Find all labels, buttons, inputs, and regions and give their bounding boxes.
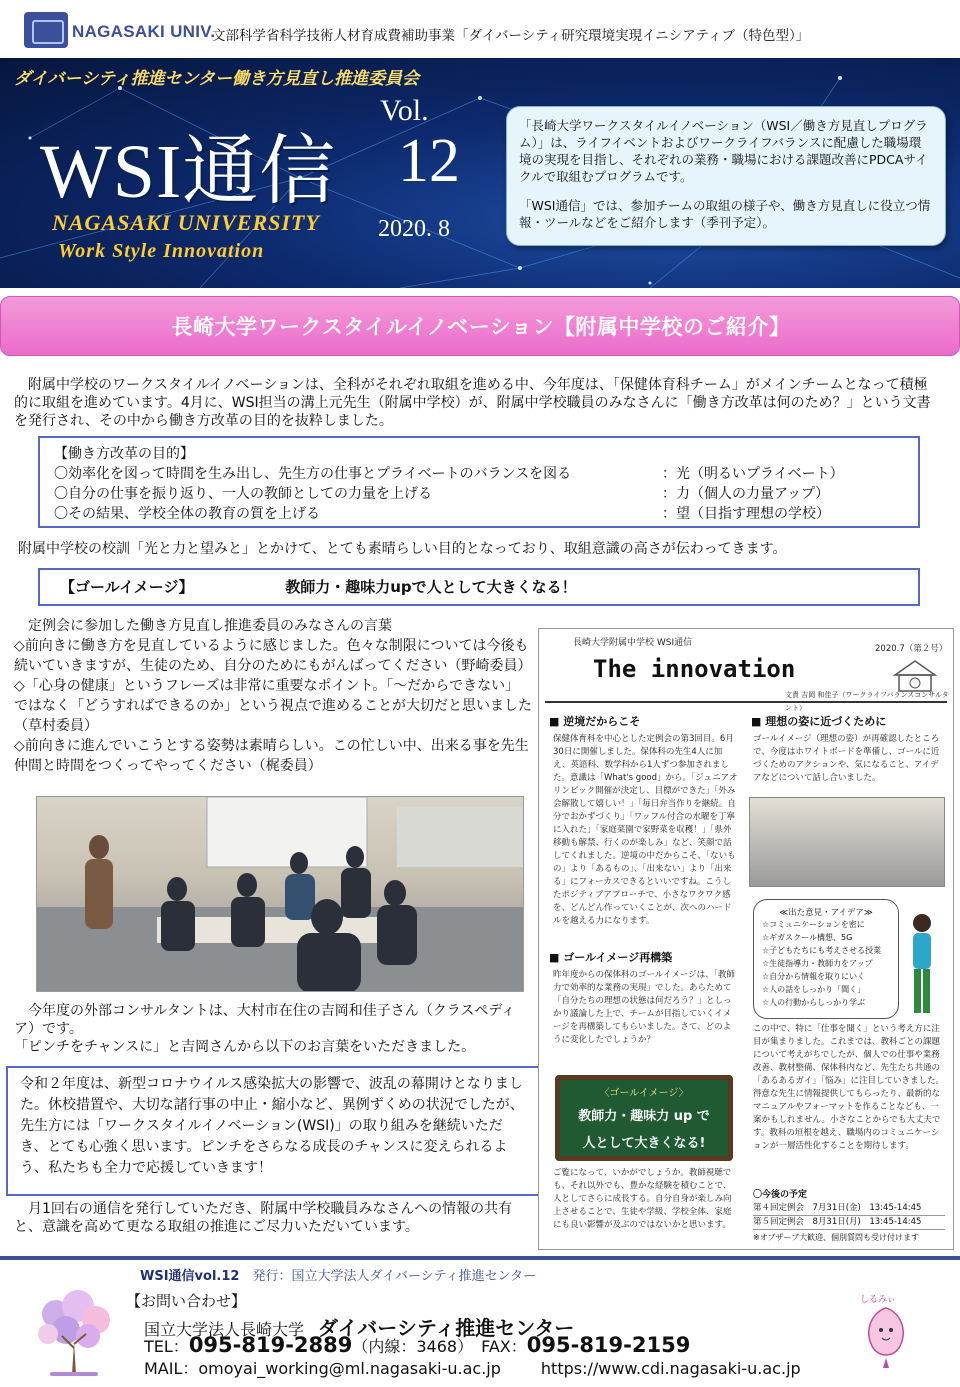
school-newsletter-image <box>538 628 954 1250</box>
university-logo <box>24 12 68 48</box>
idea-item: ☆コミュニケーションを密に <box>762 920 865 929</box>
newsletter-header: 長崎大学附属中学校 WSI通信 <box>573 638 693 648</box>
comment-item: ◇前向きに進んでいこうとする姿勢は素晴らしい。この忙しい中、出来る事を先生仲間と時間をつくってやってください（梶委員） <box>14 738 529 774</box>
newsletter-photo <box>749 797 945 887</box>
contact-mail-line <box>144 1356 801 1379</box>
newsletter-section-text: ゴールイメージ（理想の姿）が再確認したところで、今度はホワイトボードを準備し、ゴールに近づくためのアクションや、気になること、アイデアなどについて話し合いました。 <box>753 734 940 783</box>
newsletter-date: 2020.7（第２号） <box>875 644 948 654</box>
university-name: NAGASAKI UNIV. <box>72 22 216 41</box>
consultant-line: 今年度の外部コンサルタントは、大村市在住の吉岡和佳子さん（クラスペディア）です。 <box>14 1003 516 1037</box>
goal-text: 〇自分の仕事を振り返り、一人の教師としての力量を上げる <box>54 486 432 502</box>
goal-text: 〇効率化を図って時間を生み出し、先生方の仕事とプライベートのバランスを図る <box>54 466 572 482</box>
idea-item: ☆子どもたちにも考えさせる授業 <box>762 946 882 955</box>
idea-item: ☆生徒指導力・教師力をアップ <box>762 959 873 968</box>
nagasaki-university-wordmark: NAGASAKI UNIVERSITY <box>52 210 320 235</box>
footer-publisher: 発行：国立大学法人ダイバーシティ推進センター <box>239 1269 537 1284</box>
organization-name: 国立大学法人長崎大学 <box>144 1320 305 1339</box>
newsletter-title: WSI通信 <box>40 130 337 214</box>
chalkboard-text: 人として大きくなる! <box>582 1136 706 1151</box>
schedule-row: 第５回定例会 8月31日(月) 13:45-14:45 <box>753 1216 945 1230</box>
goal-keyword: ：力（個人の力量アップ） <box>662 486 830 502</box>
idea-item: ☆ギガスクール構想、5G <box>762 933 853 942</box>
schedule-note: ※オブザーブ大歓迎、個別質問も受け付けます <box>753 1233 920 1242</box>
consultant-line: 「ピンチをチャンスに」と吉岡さんから以下のお言葉をいただきました。 <box>14 1039 476 1055</box>
fax-label: FAX： <box>465 1337 527 1356</box>
idea-item: ☆自分から情報を取りにいく <box>762 972 866 981</box>
mascot-name: しるみぃ <box>860 1295 896 1305</box>
section-headline <box>0 296 960 356</box>
closing-paragraph: 月1回右の通信を発行していただき、附属中学校職員みなさんへの情報の共有と、意識を高めて更なる取組の推進にご尽力いただいています。 <box>14 1201 513 1235</box>
goal-row <box>54 464 904 484</box>
goals-title: 【働き方改革の目的】 <box>54 446 194 462</box>
meeting-photo <box>36 796 524 992</box>
newsletter-section-text: この中で、特に「仕事を聞く」という考え方に注目が集まりました。これまでは、教科ごとの課題について考えがちでしたが、個人での仕事や業務改善、教材整備、保体科内など、先生たち共通の「あるあるガイ」「悩み」に注目していきました。得意な先生に情報提供してもらったり、最新的なマニュアルやフォーマットを作ることなども、一案かもしれません。小さなことからでも大丈夫です。教科の垣根を越え、職場内のコミュニケーションが一層活性化することを期待します。 <box>753 1024 944 1151</box>
website-link[interactable]: https://www.cdi.nagasaki-u.ac.jp <box>540 1359 801 1378</box>
banner <box>0 58 960 288</box>
diversity-tree-logo <box>26 1284 122 1380</box>
volume-label: Vol. <box>380 94 429 127</box>
goal-image-label: 【ゴールイメージ】 <box>60 578 194 596</box>
newsletter-section-text: 昨年度からの保体科のゴールイメージは、「教師力で効率的な業務の実現」でした。あらためて「自分たちの理想の状態は何だろう？」としっかり議論した上で、チームが目指していくイメージを再構築してもらいました。さて、どのように変化したでしょうか？ <box>553 970 735 1045</box>
chalkboard-text: 教師力・趣味力 up で <box>578 1109 710 1124</box>
footer-issue-number: WSI通信vol.12 <box>140 1269 240 1284</box>
goal-row <box>54 484 904 504</box>
program-title: 文部科学省科学技術人材育成費補助事業「ダイバーシティ研究環境実現イニシアティブ（特色型）」 <box>212 28 810 44</box>
intro-paragraph: 附属中学校のワークスタイルイノベーションは、全科がそれぞれ取組を進める中、今年度は、「保健体育科チーム」がメインチームとなって積極的に取組を進めています。4月に、WSI担当の溝上元先生（附属中学校）が、附属中学校職員のみなさんに「働き方改革は何のため？」という文書を発行され、その中から働き方改革の目的を抜粋しました。 <box>14 377 931 429</box>
ideas-speech-bubble <box>753 899 899 1019</box>
volume-number: 12 <box>398 127 460 195</box>
goal-row <box>54 504 904 524</box>
footer-divider <box>0 1256 960 1260</box>
fax-number: 095-819-2159 <box>526 1333 691 1357</box>
newsletter-intro-text: 「WSI通信」では、参加チームの取組の様子や、働き方見直しに役立つ情報・ツールなどをご紹介します（季刊予定）。 <box>519 198 931 230</box>
consultant-quote: 令和２年度は、新型コロナウイルス感染拡大の影響で、波乱の幕開けとなりました。休校措置や、大切な諸行事の中止・縮小など、異例ずくめの状況でしたが、先生方には「ワークスタイルイノベーション(WSI)」の取り組みを継続いただき、とても心強く思います。ピンチをさらなる成長のチャンスに変えられるよう、私たちも全力で応援していきます！ <box>20 1076 524 1176</box>
contact-label: 【お問い合わせ】 <box>126 1292 247 1310</box>
tel-label: TEL： <box>144 1337 189 1356</box>
program-intro-box <box>506 106 946 246</box>
work-style-innovation-wordmark: Work Style Innovation <box>58 240 265 262</box>
top-bar <box>0 0 960 58</box>
issue-date: 2020. 8 <box>378 216 450 242</box>
upcoming-schedule <box>753 1187 945 1243</box>
comment-item: ◇前向きに働き方を見直しているように感じました。色々な制限については今後も続いていきますが、生徒のため、自分のためにもがんばってください（野崎委員） <box>14 638 532 674</box>
school-motto-paragraph: 附属中学校の校訓「光と力と望みと」とかけて、とても素晴らしい目的となっており、取組意識の高さが伝わってきます。 <box>18 541 787 557</box>
schedule-row: 第４回定例会 7月31日(金) 13:45-14:45 <box>753 1202 945 1216</box>
house-icon <box>891 659 939 693</box>
meeting-photo-illustration <box>37 797 524 992</box>
program-intro-text: 「長崎大学ワークスタイルイノベーション（WSI／働き方見直しプログラム）」は、ライフイベントおよびワークライフバランスに配慮した職場環境の実現を目指し、それぞれの業務・職場における課題改善にPDCAサイクルで取組むプログラムです。 <box>519 118 928 184</box>
center-name: ダイバーシティ推進センター <box>318 1316 575 1340</box>
contact-phone <box>144 1333 690 1357</box>
comment-item: ◇「心身の健康」というフレーズは非常に重要なポイント。「～だからできない」ではなく「どうすればできるのか」という視点で進めることが大切だと思いました（草村委員） <box>14 678 532 734</box>
committee-comments <box>14 616 532 776</box>
presenter-illustration <box>905 911 939 1021</box>
goal-keyword: ：光（明るいプライベート） <box>662 466 844 482</box>
newsletter-masthead: The innovation <box>593 655 796 683</box>
mail-address[interactable]: MAIL：omoyai_working@ml.nagasaki-u.ac.jp <box>144 1359 501 1378</box>
footer-issue-line <box>140 1265 536 1284</box>
newsletter-divider <box>545 701 947 703</box>
goal-image-text: 教師力・趣味力upで人として大きくなる！ <box>285 578 577 596</box>
newsletter-section-title: ■ ゴールイメージ再構築 <box>549 951 673 964</box>
section-headline-text: 長崎大学ワークスタイルイノベーション【附属中学校のご紹介】 <box>171 315 791 339</box>
idea-item: ☆人の話をしっかり「聞く」 <box>762 985 866 994</box>
extension: （内線：3468） <box>352 1337 466 1356</box>
goal-keyword: ：望（目指す理想の学校） <box>662 506 830 522</box>
goal-image-box <box>38 568 920 606</box>
consultant-intro <box>14 1002 534 1056</box>
committee-name: ダイバーシティ推進センター働き方見直し推進委員会 <box>14 69 419 89</box>
reform-goals-box <box>38 436 920 528</box>
goal-text: 〇その結果、学校全体の教育の質を上げる <box>54 506 320 522</box>
ideas-title: ≪出た意見・アイデア≫ <box>779 908 873 918</box>
shirumii-mascot <box>856 1290 916 1372</box>
newsletter-section-text: ご覧になって、いかがでしょうか。教師視聴でも、それ以外でも、豊かな経験を積むことで、人としてさらに成長する。自分自身が楽しみ向上させることで、生徒や学級、学校全体、家庭にも良い影響が及ぶのではないかと思います。 <box>553 1168 732 1230</box>
newsletter-section-text: 保健体育科を中心とした定例会の第3回目。6月30日に開催しました。保体科の先生4人に加え、英語科、数学科から1人ずつ参加されました。意識は「What's good」から。「ジュニアオリンピック開催が決定し、目標ができた」「外み会解散して嬉しい！」「毎日弁当作りを継続。自分でおかずづくり」「ワッフル付合の水曜を丁寧に入れた」「家庭菜園で家野菜を収穫！」「県外移動も解禁、行くのが楽しみ」など、笑顔で話してくれました。逆境の中だからこそ、「ないもの」より「あるもの」、「出来ない」より「出来る」にフォーカスできるといいですね。こうしたポジティブアプローチで、小さなワクワク感を、どんどん作っていくことが、次へのハードルを越える力になります。 <box>553 734 738 926</box>
consultant-quote-box <box>6 1066 540 1196</box>
newsletter-section-title: ■ 理想の姿に近づくために <box>751 715 887 728</box>
tel-number[interactable]: 095-819-2889 <box>188 1333 353 1357</box>
newsletter-author: 文責 吉岡 和佳子（ワークライフバランスコンサルタント） <box>785 691 949 712</box>
idea-item: ☆人の行動からしっかり学ぶ <box>762 998 866 1007</box>
chalkboard-label: 〈ゴールイメージ〉 <box>599 1088 689 1099</box>
schedule-title: 〇今後の予定 <box>753 1190 808 1200</box>
newsletter-section-title: ■ 逆境だからこそ <box>549 715 641 728</box>
comments-heading: 定例会に参加した働き方見直し推進委員のみなさんの言葉 <box>14 618 392 634</box>
goal-chalkboard <box>555 1075 733 1161</box>
